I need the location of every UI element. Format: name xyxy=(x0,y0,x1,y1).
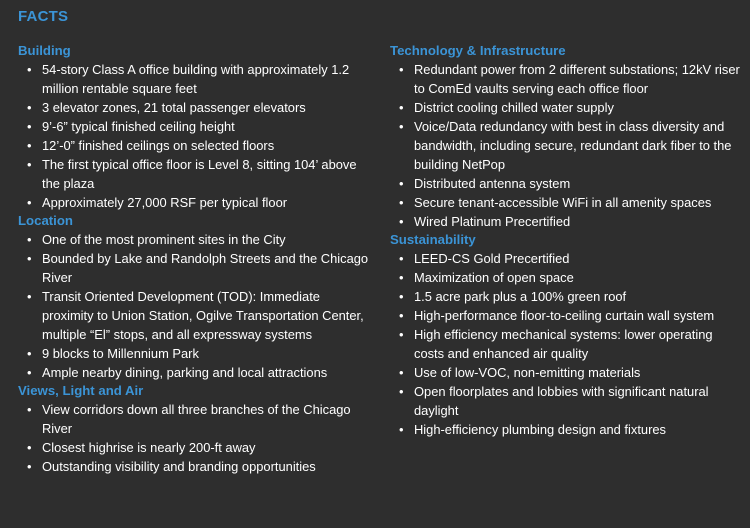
right-column xyxy=(390,42,742,439)
list-item: • Distributed antenna system xyxy=(390,174,742,193)
list-item: • 3 elevator zones, 21 total passenger elevators xyxy=(18,98,370,117)
list-item: • District cooling chilled water supply xyxy=(390,98,742,117)
list-item: • Maximization of open space xyxy=(390,268,742,287)
list-item: • High-efficiency plumbing design and fixtures xyxy=(390,420,742,439)
bullet-list xyxy=(390,249,742,439)
bullet-list xyxy=(18,230,370,382)
page-title: FACTS xyxy=(18,8,69,25)
list-item: • 9’-6” typical finished ceiling height xyxy=(18,117,370,136)
list-item: • 12’-0” finished ceilings on selected floors xyxy=(18,136,370,155)
section-heading: Technology & Infrastructure xyxy=(390,43,566,58)
section-building xyxy=(18,42,370,212)
list-item: • LEED-CS Gold Precertified xyxy=(390,249,742,268)
list-item: • High efficiency mechanical systems: lower operating costs and enhanced air quality xyxy=(390,325,742,363)
bullet-list xyxy=(390,60,742,231)
list-item: • View corridors down all three branches of the Chicago River xyxy=(18,400,370,438)
bullet-list xyxy=(18,400,370,476)
bullet-list xyxy=(18,60,370,212)
section-sustainability xyxy=(390,231,742,439)
section-location xyxy=(18,212,370,382)
list-item: • Bounded by Lake and Randolph Streets and the Chicago River xyxy=(18,249,370,287)
list-item: • Ample nearby dining, parking and local attractions xyxy=(18,363,370,382)
list-item: • Voice/Data redundancy with best in class diversity and bandwidth, including secure, redundant dark fiber to the building NetPop xyxy=(390,117,742,174)
list-item: • One of the most prominent sites in the City xyxy=(18,230,370,249)
list-item: • Use of low-VOC, non-emitting materials xyxy=(390,363,742,382)
list-item: • Open floorplates and lobbies with significant natural daylight xyxy=(390,382,742,420)
list-item: • Closest highrise is nearly 200-ft away xyxy=(18,438,370,457)
section-heading: Sustainability xyxy=(390,232,476,247)
section-heading: Views, Light and Air xyxy=(18,383,144,398)
section-technology-infrastructure xyxy=(390,42,742,231)
list-item: • Approximately 27,000 RSF per typical floor xyxy=(18,193,370,212)
list-item: • Wired Platinum Precertified xyxy=(390,212,742,231)
list-item: • Transit Oriented Development (TOD): Immediate proximity to Union Station, Ogilve Transportation Center, multiple “El” stops, and all expressway systems xyxy=(18,287,370,344)
list-item: • Outstanding visibility and branding opportunities xyxy=(18,457,370,476)
section-heading: Building xyxy=(18,43,71,58)
section-heading: Location xyxy=(18,213,73,228)
list-item: • 54-story Class A office building with approximately 1.2 million rentable square feet xyxy=(18,60,370,98)
list-item: • The first typical office floor is Level 8, sitting 104’ above the plaza xyxy=(18,155,370,193)
list-item: • 1.5 acre park plus a 100% green roof xyxy=(390,287,742,306)
list-item: • 9 blocks to Millennium Park xyxy=(18,344,370,363)
left-column xyxy=(18,42,370,476)
section-views-light-air xyxy=(18,382,370,476)
list-item: • Secure tenant-accessible WiFi in all amenity spaces xyxy=(390,193,742,212)
list-item: • Redundant power from 2 different substations; 12kV riser to ComEd vaults serving each office floor xyxy=(390,60,742,98)
list-item: • High-performance floor-to-ceiling curtain wall system xyxy=(390,306,742,325)
